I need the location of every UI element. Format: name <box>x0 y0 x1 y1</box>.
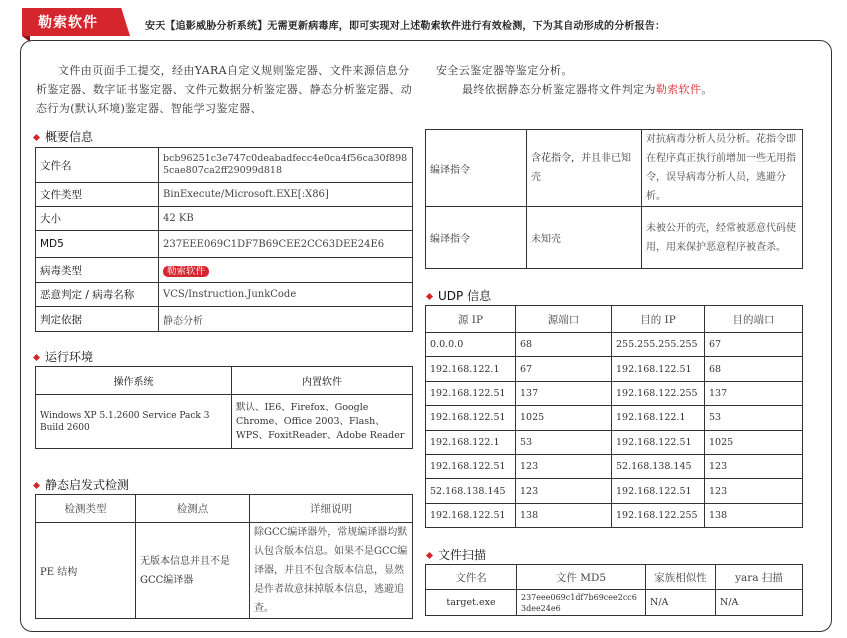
udp-dst-port: 1025 <box>705 430 803 454</box>
static-header-detail: 详细说明 <box>250 495 413 523</box>
diamond-bullet-icon <box>33 481 40 488</box>
overview-key: MD5 <box>36 231 159 258</box>
udp-src-ip: 52.168.138.145 <box>426 479 516 503</box>
runtime-software: 默认、IE6、Firefox、Google Chrome、Office 2003、Flash、WPS、FoxitReader、Adobe Reader <box>232 395 413 449</box>
udp-src-port: 123 <box>516 479 612 503</box>
table-row <box>426 130 803 207</box>
table-row <box>426 503 803 527</box>
filescan-name: target.exe <box>426 590 517 616</box>
obf-point: 含花指令，并且非已知壳 <box>527 130 642 207</box>
udp-dst-port: 68 <box>705 357 803 381</box>
obf-detail: 对抗病毒分析人员分析。花指令即在程序真正执行前增加一些无用指令，误导病毒分析人员，逃避分析。 <box>642 130 803 207</box>
intro-text: 安天【追影威胁分析系统】无需更新病毒库，即可实现对上述勒索软件进行有效检测，下为其自动形成的分析报告： <box>145 21 666 32</box>
obf-point: 未知壳 <box>527 207 642 269</box>
udp-src-ip: 0.0.0.0 <box>426 333 516 357</box>
udp-src-ip: 192.168.122.51 <box>426 381 516 405</box>
summary-right-line1: 安全云鉴定器等鉴定分析。 <box>436 64 573 77</box>
static-type: PE 结构 <box>36 523 136 619</box>
filescan-title: 文件扫描 <box>438 548 487 562</box>
filescan-yara: N/A <box>716 590 803 616</box>
udp-rows <box>426 333 803 528</box>
table-row <box>36 307 413 332</box>
table-header-row <box>426 306 803 333</box>
diamond-bullet-icon <box>426 292 433 299</box>
table-row <box>36 258 413 283</box>
static-header-type: 检测类型 <box>36 495 136 523</box>
runtime-title: 运行环境 <box>45 350 94 364</box>
section-tag-label: 勒索软件 <box>38 15 98 31</box>
filescan-family: N/A <box>646 590 716 616</box>
runtime-os: Windows XP 5.1.2600 Service Pack 3 Build 2600 <box>36 395 232 449</box>
table-row <box>426 479 803 503</box>
obfuscation-table <box>425 129 803 269</box>
overview-key: 文件类型 <box>36 183 159 207</box>
obf-type: 编译指令 <box>426 130 527 207</box>
table-row <box>426 357 803 381</box>
diamond-bullet-icon <box>426 551 433 558</box>
udp-src-ip: 192.168.122.1 <box>426 430 516 454</box>
obf-detail: 未被公开的壳，经常被恶意代码使用，用来保护恶意程序被查杀。 <box>642 207 803 269</box>
udp-src-port: 68 <box>516 333 612 357</box>
virus-type-badge: 勒索软件 <box>163 266 209 277</box>
filescan-header-name: 文件名 <box>426 565 517 590</box>
udp-src-ip: 192.168.122.51 <box>426 406 516 430</box>
static-title: 静态启发式检测 <box>45 478 130 492</box>
udp-dst-port: 53 <box>705 406 803 430</box>
overview-heading <box>32 128 93 145</box>
overview-key: 大小 <box>36 207 159 231</box>
table-header-row <box>426 565 803 590</box>
overview-key: 文件名 <box>36 148 159 183</box>
file-name-value: bcb96251c3e747c0deabadfecc4e0ca4f56ca30f8985cae807ca2ff29099d818 <box>159 148 413 183</box>
udp-dst-port: 138 <box>705 503 803 527</box>
filescan-md5: 237eee069c1df7b69cee2cc63dee24e6 <box>517 590 646 616</box>
filescan-heading <box>425 546 486 563</box>
udp-src-port: 67 <box>516 357 612 381</box>
udp-dst-ip: 192.168.122.51 <box>612 357 705 381</box>
overview-key: 判定依据 <box>36 307 159 332</box>
size-value: 42 KB <box>159 207 413 231</box>
udp-src-port: 138 <box>516 503 612 527</box>
runtime-header-software: 内置软件 <box>232 367 413 395</box>
table-row <box>36 395 413 449</box>
udp-header-dst-port: 目的端口 <box>705 306 803 333</box>
udp-table <box>425 305 803 528</box>
udp-dst-port: 67 <box>705 333 803 357</box>
udp-header-src-ip: 源 IP <box>426 306 516 333</box>
filescan-table <box>425 564 803 616</box>
filescan-header-family: 家族相似性 <box>646 565 716 590</box>
virus-type-cell <box>159 258 413 283</box>
summary-verdict-highlight: 勒索软件 <box>655 83 702 96</box>
static-point: 无版本信息并且不是GCC编译器 <box>136 523 250 619</box>
static-header-point: 检测点 <box>136 495 250 523</box>
static-table <box>35 494 413 619</box>
verdict-name-value: VCS/Instruction.JunkCode <box>159 283 413 307</box>
udp-dst-ip: 192.168.122.51 <box>612 479 705 503</box>
md5-value: 237EEE069C1DF7B69CEE2CC63DEE24E6 <box>159 231 413 258</box>
summary-right <box>436 61 816 99</box>
udp-dst-ip: 192.168.122.255 <box>612 381 705 405</box>
static-heading <box>32 476 129 493</box>
table-row <box>426 381 803 405</box>
overview-table <box>35 147 413 332</box>
overview-title: 概要信息 <box>45 130 94 144</box>
table-row <box>426 406 803 430</box>
udp-dst-ip: 52.168.138.145 <box>612 454 705 478</box>
udp-dst-ip: 255.255.255.255 <box>612 333 705 357</box>
summary-left: 文件由页面手工提交，经由YARA自定义规则鉴定器、文件来源信息分析鉴定器、数字证书鉴定器、文件元数据分析鉴定器、静态分析鉴定器、动态行为(默认环境)鉴定器、智能学习鉴定器、 <box>36 64 413 115</box>
filescan-header-yara: yara 扫描 <box>716 565 803 590</box>
diamond-bullet-icon <box>33 353 40 360</box>
udp-src-port: 1025 <box>516 406 612 430</box>
udp-dst-port: 123 <box>705 479 803 503</box>
summary-verdict-suffix: 。 <box>701 83 713 96</box>
table-row <box>426 207 803 269</box>
udp-title: UDP 信息 <box>438 289 492 303</box>
runtime-heading <box>32 348 93 365</box>
udp-src-ip: 192.168.122.1 <box>426 357 516 381</box>
udp-dst-ip: 192.168.122.255 <box>612 503 705 527</box>
runtime-table <box>35 366 413 449</box>
verdict-basis-value: 静态分析 <box>159 307 413 332</box>
table-row <box>36 183 413 207</box>
file-type-value: BinExecute/Microsoft.EXE[:X86] <box>159 183 413 207</box>
runtime-header-os: 操作系统 <box>36 367 232 395</box>
udp-header-src-port: 源端口 <box>516 306 612 333</box>
table-row <box>426 430 803 454</box>
static-detail: 除GCC编译器外，常规编译器均默认包含版本信息。如果不是GCC编译器，并且不包含版本信息，显然是作者故意抹掉版本信息，逃避追查。 <box>250 523 413 619</box>
udp-dst-port: 137 <box>705 381 803 405</box>
udp-dst-ip: 192.168.122.51 <box>612 430 705 454</box>
udp-dst-port: 123 <box>705 454 803 478</box>
table-row <box>36 231 413 258</box>
table-header-row <box>36 367 413 395</box>
table-row <box>36 207 413 231</box>
summary-verdict-prefix: 最终依据静态分析鉴定器将文件判定为 <box>462 83 656 96</box>
table-row <box>426 333 803 357</box>
table-row <box>36 283 413 307</box>
diamond-bullet-icon <box>33 133 40 140</box>
udp-src-ip: 192.168.122.51 <box>426 503 516 527</box>
filescan-header-md5: 文件 MD5 <box>517 565 646 590</box>
udp-dst-ip: 192.168.122.1 <box>612 406 705 430</box>
table-row <box>36 523 413 619</box>
overview-key: 病毒类型 <box>36 258 159 283</box>
udp-src-ip: 192.168.122.51 <box>426 454 516 478</box>
table-header-row <box>36 495 413 523</box>
obf-type: 编译指令 <box>426 207 527 269</box>
overview-key: 恶意判定 / 病毒名称 <box>36 283 159 307</box>
udp-src-port: 53 <box>516 430 612 454</box>
table-row <box>36 148 413 183</box>
summary-right-line2 <box>436 80 816 99</box>
table-row <box>426 590 803 616</box>
udp-header-dst-ip: 目的 IP <box>612 306 705 333</box>
table-row <box>426 454 803 478</box>
udp-heading <box>425 287 491 304</box>
udp-src-port: 137 <box>516 381 612 405</box>
udp-src-port: 123 <box>516 454 612 478</box>
